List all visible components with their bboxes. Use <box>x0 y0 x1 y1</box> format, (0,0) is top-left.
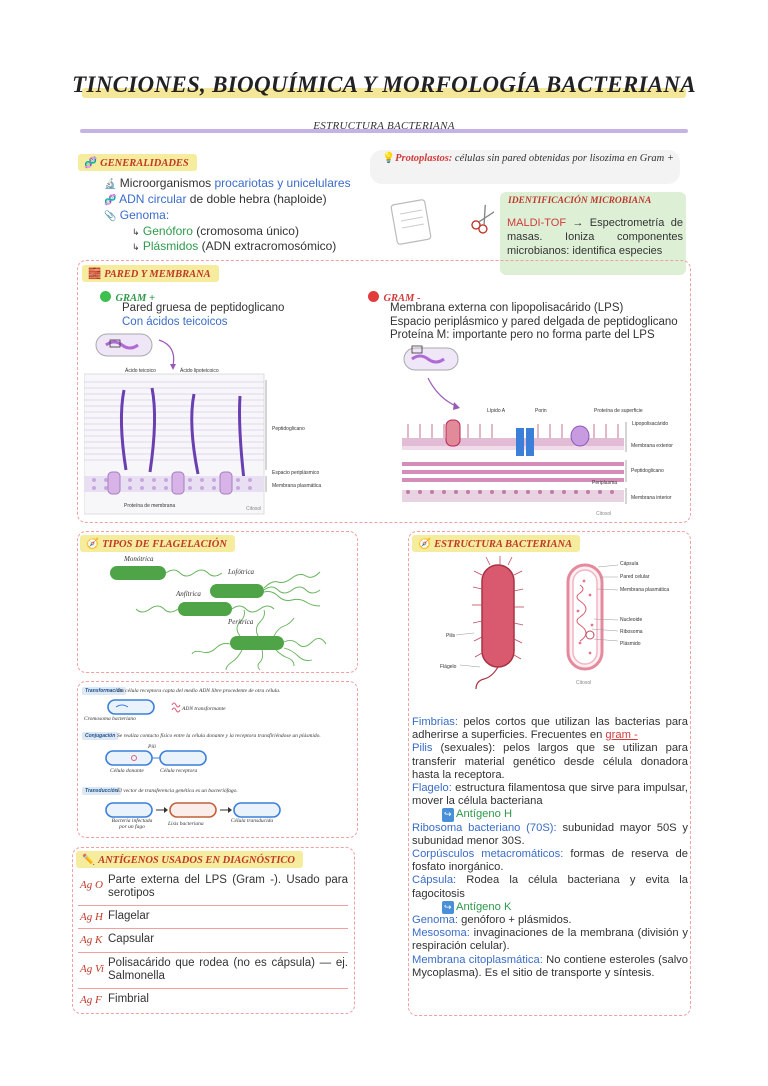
cromosoma-label: Cromosoma bacteriano <box>84 716 136 722</box>
label-ribosoma: Ribosoma <box>620 629 643 635</box>
celula-transducida-label: Célula transducida <box>230 818 274 824</box>
label-monotrica: Monótrica <box>124 555 154 563</box>
pilis-item: Pilis (sexuales): pelos largos que se utilizan para transferir material genético desde célula donadora hasta la receptora. <box>412 742 688 781</box>
label-citosol-est: Citosol <box>576 680 592 686</box>
label-membrana-exterior: Membrana exterior <box>631 443 673 449</box>
transduccion-diagram <box>104 800 294 820</box>
conjugacion-desc: Se realiza contacto físico entre la célula donante y la receptora transfiriéndose un plásmido. <box>117 733 321 739</box>
gram-positive-diagram <box>84 330 354 520</box>
compass-icon: 🧭 <box>86 539 100 550</box>
label-acido-lipoteicoico: Ácido lipoteicoico <box>180 368 219 374</box>
ribosoma-item: Ribosoma bacteriano (70S): subunidad mayor 50S y subunidad menor 30S. <box>412 821 689 847</box>
label-plasmido: Plásmido <box>620 641 641 647</box>
label-espacio-periplasmico: Espacio periplásmico <box>272 470 320 476</box>
antigen-row-o: Ag O Parte externa del LPS (Gram -). Usado para serotipos <box>78 872 348 906</box>
arrow-icon: ↳ <box>132 227 140 237</box>
label-peritrica: Perítrica <box>228 618 254 626</box>
label-lofotrica: Lofótrica <box>228 568 255 576</box>
page-subtitle: ESTRUCTURA BACTERIANA <box>313 120 455 132</box>
antigeno-h-item: ↪ Antígeno H <box>444 808 513 821</box>
antigen-row-k: Ag K Capsular <box>78 929 348 953</box>
label-membrana-plasmatica-est: Membrana plasmática <box>620 587 670 593</box>
list-item: 🧬 ADN circular de doble hebra (haploide) <box>104 192 327 206</box>
antigen-row-f: Ag F Fimbrial <box>80 993 149 1006</box>
label-membrana-plasmatica: Membrana plasmática <box>272 483 322 489</box>
antigen-row-vi: Ag Vi Polisacárido que rodea (no es cápsula) — ej. Salmonella <box>78 953 348 989</box>
label-anfitrica: Anfítrica <box>176 590 201 598</box>
gram-negative-diagram <box>398 340 688 518</box>
capsula-item: Cápsula: Rodea la célula bacteriana y evita la fagocitosis <box>412 874 688 900</box>
bacteria-infectada-label: Bacteria infectada por un fago <box>111 818 153 830</box>
generalidades-list <box>104 176 351 254</box>
label-nucleoide: Nucleoide <box>620 617 643 623</box>
list-item: 📎 Genoma: <box>104 208 170 222</box>
transduccion-label: Transducción <box>82 787 121 795</box>
label-pilis: Pilis <box>446 633 456 639</box>
transduccion-desc: El vector de transferencia genética es un bacteriófago. <box>117 788 238 794</box>
notepad-icon <box>384 192 494 252</box>
flagelacion-diagram <box>100 560 356 670</box>
label-proteina-membrana: Proteína de membrana <box>124 503 176 509</box>
mesosoma-item: Mesosoma: invaginaciones de la membrana (división y respiración celular). <box>412 927 688 953</box>
list-item: ↳ Genóforo (cromosoma único) <box>132 224 299 238</box>
list-item: ↳ Plásmidos (ADN extracromosómico) <box>132 239 337 253</box>
label-membrana-interior: Membrana interior <box>631 495 672 501</box>
identificacion-text: MALDI-TOF → Espectrometría de masas. Ioniza componentes microbianos: identifica especies <box>507 217 683 257</box>
gram-negative-header: GRAM - <box>368 288 421 306</box>
protoplastos-note: 💡Protoplastos: células sin pared obtenidas por lisozima en Gram + <box>382 152 674 164</box>
label-capsula: Cápsula <box>620 561 639 567</box>
arrow-icon: ↳ <box>132 242 140 252</box>
identificacion-label: IDENTIFICACIÓN MICROBIANA <box>508 196 652 206</box>
compass-icon: 🧭 <box>418 539 432 550</box>
bacteria-structure-diagram <box>440 555 690 690</box>
list-item: 🔬 Microorganismos procariotas y unicelulares <box>104 176 351 190</box>
label-flagelo: Flágelo <box>440 664 457 670</box>
corpusculos-item: Corpúsculos metacromáticos: formas de reserva de fosfato inorgánico. <box>412 848 688 874</box>
dna-icon: 🧬 <box>84 158 98 169</box>
genoma-item: Genoma: genóforo + plásmidos. <box>412 914 572 927</box>
antigeno-k-item: ↪ Antígeno K <box>444 900 512 913</box>
estructura-description <box>412 716 688 980</box>
label-periplasma: Periplasma <box>592 480 618 486</box>
antigen-row-h: Ag H Flagelar <box>78 906 348 929</box>
pili-label: Pili <box>148 744 156 750</box>
celula-donante-label: Célula donante <box>110 768 144 774</box>
flagelo-item: Flagelo: estructura filamentosa que sirve para impulsar, mover la célula bacteriana <box>412 782 688 808</box>
generalidades-label: GENERALIDADES <box>100 158 189 169</box>
generalidades-tag <box>78 153 197 171</box>
lisis-label: Lisis bacteriana <box>168 821 204 827</box>
label-porin: Porin <box>535 408 547 414</box>
label-pared-celular: Pared celular <box>620 574 650 580</box>
flagelacion-tag: 🧭 TIPOS DE FLAGELACIÓN <box>80 534 235 552</box>
dna-icon: 🧬 <box>104 195 117 206</box>
paperclip-icon: 📎 <box>104 211 117 222</box>
red-dot-icon <box>368 291 379 302</box>
return-arrow-icon: ↪ <box>442 901 454 914</box>
conjugacion-diagram <box>104 748 214 768</box>
return-arrow-icon: ↪ <box>442 808 454 821</box>
celula-receptora-label: Célula receptora <box>160 768 198 774</box>
transformacion-desc: La célula receptora capta del medio ADN libre procedente de otra célula. <box>118 688 281 694</box>
pencil-icon: ✏️ <box>82 855 96 866</box>
transformacion-label: Transformación <box>82 687 126 695</box>
brick-icon: 🧱 <box>88 269 102 280</box>
pared-tag: 🧱 PARED Y MEMBRANA <box>82 264 219 282</box>
gram-positive-header: GRAM + <box>100 288 155 306</box>
fimbrias-item: Fimbrias: pelos cortos que utilizan las bacterias para adherirse a superficies. Frecuentes en gram - <box>412 716 688 742</box>
label-lipopolisacarido: Lipopolisacárido <box>632 421 669 427</box>
conjugacion-label: Conjugación <box>82 732 118 740</box>
adn-transformante-label: ADN transformante <box>182 706 226 712</box>
lightbulb-icon: 💡 <box>382 152 396 164</box>
page-title: TINCIONES, BIOQUÍMICA Y MORFOLOGÍA BACTERIANA <box>72 72 696 97</box>
label-citosol: Citosol <box>246 506 262 512</box>
label-proteina-superficie: Proteína de superficie <box>594 408 643 414</box>
label-acido-teicoico: Ácido teicoico <box>125 368 156 374</box>
green-dot-icon <box>100 291 111 302</box>
membrana-item: Membrana citoplasmática: No contiene esteroles (salvo Mycoplasma). Es el sitio de transporte y síntesis. <box>412 953 688 979</box>
gram-negative-text: Membrana externa con lipopolisacárido (LPS) Espacio periplásmico y pared delgada de peptidoglicano Proteína M: importante pero no forma parte del LPS <box>390 302 678 341</box>
label-citosol-neg: Citosol <box>596 511 612 517</box>
antigenos-tag: ✏️ ANTÍGENOS USADOS EN DIAGNÓSTICO <box>76 850 303 868</box>
label-peptidoglicano: Peptidoglicano <box>272 426 305 432</box>
label-lipido-a: Lípido A <box>487 408 506 414</box>
microscope-icon: 🔬 <box>104 179 117 190</box>
label-peptidoglicano-neg: Peptidoglicano <box>631 468 664 474</box>
estructura-tag: 🧭 ESTRUCTURA BACTERIANA <box>412 534 580 552</box>
gram-positive-text: Pared gruesa de peptidoglicano Con ácidos teicoicos <box>122 302 285 328</box>
